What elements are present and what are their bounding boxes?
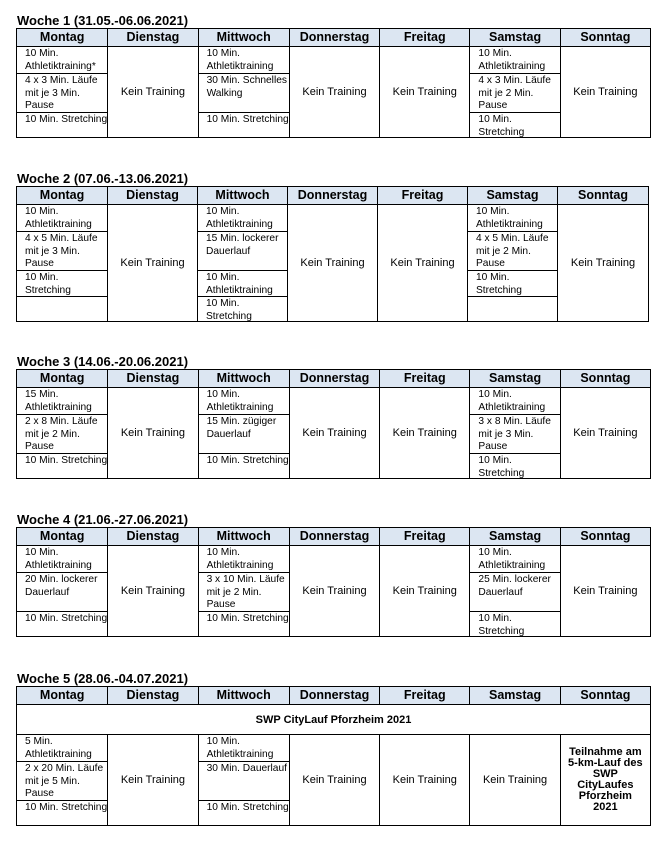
col-header-samstag: Samstag	[470, 29, 560, 47]
cell-mittwoch	[198, 47, 289, 138]
week-title: Woche 2 (07.06.-13.06.2021)	[17, 171, 189, 186]
activity-item: 10 Min. Athletiktraining	[198, 205, 287, 232]
cell-dienstag: Kein Training	[108, 388, 198, 479]
activity-item: 10 Min. Stretching	[25, 613, 108, 624]
activity-item: 30 Min. Dauerlauf	[199, 762, 289, 801]
cell-freitag: Kein Training	[378, 205, 468, 322]
activity-item: 15 Min. zügiger Dauerlauf	[199, 415, 289, 454]
cell-samstag	[470, 546, 560, 637]
activity-item: 4 x 3 Min. Läufe mit je 3 Min. Pause	[17, 74, 107, 113]
cell-donnerstag: Kein Training	[289, 546, 379, 637]
col-header-dienstag: Dienstag	[108, 687, 198, 705]
col-header-samstag: Samstag	[470, 687, 560, 705]
cell-montag	[17, 735, 108, 826]
cell-dienstag: Kein Training	[108, 546, 198, 637]
training-table	[16, 186, 649, 322]
col-header-donnerstag: Donnerstag	[289, 29, 379, 47]
col-header-donnerstag: Donnerstag	[289, 528, 379, 546]
cell-montag	[17, 47, 108, 138]
col-header-dienstag: Dienstag	[108, 528, 198, 546]
activity-item: 10 Min. Stretching	[206, 613, 289, 624]
cell-samstag: Kein Training	[470, 735, 560, 826]
cell-sonntag: Kein Training	[560, 546, 650, 637]
col-header-samstag: Samstag	[470, 370, 560, 388]
col-header-freitag: Freitag	[378, 187, 468, 205]
activity-item: 2 x 8 Min. Läufe mit je 2 Min. Pause	[17, 415, 107, 454]
cell-montag	[17, 546, 108, 637]
col-header-sonntag: Sonntag	[558, 187, 649, 205]
cell-dienstag: Kein Training	[108, 735, 198, 826]
activity-item: 4 x 5 Min. Läufe mit je 3 Min. Pause	[17, 232, 107, 271]
col-header-freitag: Freitag	[380, 370, 470, 388]
activity-item: 5 Min. Athletiktraining	[17, 735, 107, 762]
col-header-dienstag: Dienstag	[108, 29, 198, 47]
activity-item: 2 x 20 Min. Läufe mit je 5 Min. Pause	[17, 762, 107, 801]
cell-mittwoch	[198, 735, 289, 826]
col-header-mittwoch: Mittwoch	[198, 370, 289, 388]
cell-mittwoch	[198, 546, 289, 637]
cell-sonntag-event: Teilnahme am 5-km-Lauf des SWP CityLaufes Pforzheim 2021	[560, 735, 650, 826]
activity-item: 10 Min. Athletiktraining	[198, 271, 287, 297]
cell-sonntag: Kein Training	[560, 47, 650, 138]
cell-donnerstag: Kein Training	[288, 205, 378, 322]
week-4	[16, 512, 651, 637]
activity-item: 10 Min. Athletiktraining	[470, 546, 559, 573]
cell-donnerstag: Kein Training	[289, 388, 379, 479]
week-title: Woche 5 (28.06.-04.07.2021)	[17, 671, 189, 686]
col-header-sonntag: Sonntag	[560, 29, 650, 47]
week-title: Woche 1 (31.05.-06.06.2021)	[17, 13, 189, 28]
col-header-montag: Montag	[17, 687, 108, 705]
activity-item: 10 Min. Stretching	[25, 802, 108, 813]
training-table	[16, 369, 651, 479]
activity-item: 10 Min. Athletiktraining	[17, 205, 107, 232]
activity-item: 25 Min. lockerer Dauerlauf	[470, 573, 559, 612]
cell-samstag	[470, 388, 560, 479]
col-header-freitag: Freitag	[380, 29, 470, 47]
cell-donnerstag: Kein Training	[289, 735, 379, 826]
cell-montag	[17, 205, 108, 322]
week-title: Woche 3 (14.06.-20.06.2021)	[17, 354, 189, 369]
activity-item: 10 Min. Stretching	[206, 298, 252, 321]
col-header-mittwoch: Mittwoch	[198, 187, 288, 205]
cell-montag	[17, 388, 108, 479]
col-header-montag: Montag	[17, 187, 108, 205]
training-table	[16, 686, 651, 826]
col-header-freitag: Freitag	[380, 528, 470, 546]
col-header-donnerstag: Donnerstag	[288, 187, 378, 205]
cell-freitag: Kein Training	[380, 388, 470, 479]
cell-freitag: Kein Training	[380, 47, 470, 138]
col-header-montag: Montag	[17, 528, 108, 546]
activity-item: 10 Min. Stretching	[478, 613, 525, 636]
activity-item: 10 Min. Athletiktraining*	[17, 47, 107, 74]
activity-item: 10 Min. Stretching	[17, 271, 107, 297]
activity-item: 10 Min. Athletiktraining	[468, 205, 557, 232]
training-table	[16, 28, 651, 138]
activity-item: 10 Min. Stretching	[25, 455, 108, 466]
col-header-sonntag: Sonntag	[560, 687, 650, 705]
col-header-sonntag: Sonntag	[560, 528, 650, 546]
col-header-montag: Montag	[17, 29, 108, 47]
activity-item: 10 Min. Stretching	[468, 271, 557, 297]
cell-dienstag: Kein Training	[108, 205, 198, 322]
activity-item: 10 Min. Athletiktraining	[470, 47, 559, 74]
cell-donnerstag: Kein Training	[289, 47, 379, 138]
activity-item: 10 Min. Athletiktraining	[199, 546, 289, 573]
activity-item: 10 Min. Athletiktraining	[470, 388, 559, 415]
week-1	[16, 13, 651, 138]
cell-freitag: Kein Training	[380, 546, 470, 637]
col-header-dienstag: Dienstag	[108, 370, 198, 388]
activity-item: 10 Min. Stretching	[25, 114, 108, 125]
col-header-samstag: Samstag	[470, 528, 560, 546]
activity-item: 3 x 10 Min. Läufe mit je 2 Min. Pause	[199, 573, 289, 612]
week-title: Woche 4 (21.06.-27.06.2021)	[17, 512, 189, 527]
col-header-mittwoch: Mittwoch	[198, 29, 289, 47]
activity-item: 10 Min. Athletiktraining	[199, 47, 289, 74]
activity-item: 4 x 5 Min. Läufe mit je 2 Min. Pause	[468, 232, 557, 271]
col-header-sonntag: Sonntag	[560, 370, 650, 388]
activity-item: 3 x 8 Min. Läufe mit je 3 Min. Pause	[470, 415, 559, 454]
activity-item: 10 Min. Stretching	[206, 802, 289, 813]
activity-item	[17, 297, 107, 321]
activity-item: 10 Min. Athletiktraining	[199, 735, 289, 762]
col-header-donnerstag: Donnerstag	[289, 687, 379, 705]
training-table	[16, 527, 651, 637]
activity-item: 10 Min. Athletiktraining	[17, 546, 107, 573]
cell-freitag: Kein Training	[380, 735, 470, 826]
activity-item: 20 Min. lockerer Dauerlauf	[17, 573, 107, 612]
activity-item: 4 x 3 Min. Läufe mit je 2 Min. Pause	[470, 74, 559, 113]
activity-item: 30 Min. Schnelles Walking	[199, 74, 289, 113]
col-header-donnerstag: Donnerstag	[289, 370, 379, 388]
col-header-mittwoch: Mittwoch	[198, 687, 289, 705]
cell-sonntag: Kein Training	[558, 205, 649, 322]
cell-mittwoch	[198, 388, 289, 479]
activity-item	[468, 297, 557, 321]
week-2	[16, 171, 648, 322]
activity-item: 10 Min. Stretching	[206, 114, 289, 125]
col-header-freitag: Freitag	[380, 687, 470, 705]
cell-samstag	[468, 205, 558, 322]
activity-item: 10 Min. Stretching	[206, 455, 289, 466]
week-5	[16, 671, 651, 826]
week-3	[16, 354, 651, 479]
cell-samstag	[470, 47, 560, 138]
cell-dienstag: Kein Training	[108, 47, 198, 138]
activity-item: 10 Min. Stretching	[478, 114, 525, 137]
activity-item: 10 Min. Athletiktraining	[199, 388, 289, 415]
activity-item: 15 Min. Athletiktraining	[17, 388, 107, 415]
activity-item: 10 Min. Stretching	[478, 455, 525, 478]
activity-item: 15 Min. lockerer Dauerlauf	[198, 232, 287, 271]
cell-mittwoch	[198, 205, 288, 322]
col-header-mittwoch: Mittwoch	[198, 528, 289, 546]
event-banner: SWP CityLauf Pforzheim 2021	[17, 705, 651, 735]
col-header-montag: Montag	[17, 370, 108, 388]
cell-sonntag: Kein Training	[560, 388, 650, 479]
col-header-samstag: Samstag	[468, 187, 558, 205]
col-header-dienstag: Dienstag	[108, 187, 198, 205]
